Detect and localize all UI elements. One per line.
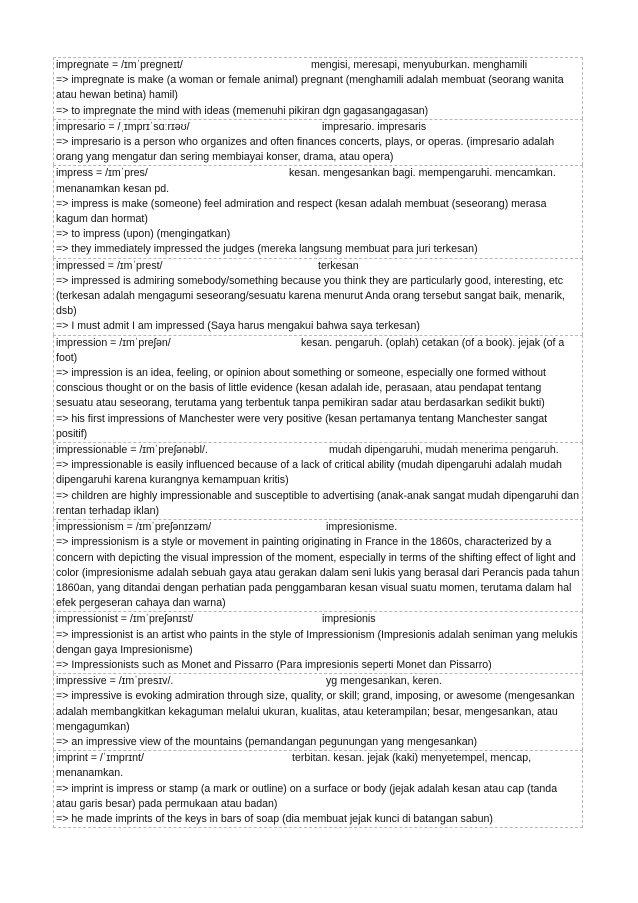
- entry-headword: impresario = /ˌɪmprɪˈsɑːrɪəʊ/: [56, 120, 190, 133]
- entry-headline: [56, 674, 580, 689]
- entry-definition-line: => impressionist is an artist who paints in the style of Impressionism (Impresionis adalah seniman yang melukis dengan gaya Impresionisme): [56, 628, 578, 656]
- entry-definition-line: => Impressionists such as Monet and Pissarro (Para impresionis seperti Monet dan Pissarro): [56, 658, 492, 671]
- entry-headline: [56, 336, 580, 366]
- dictionary-entry: [53, 165, 583, 257]
- entry-headline: [56, 58, 580, 73]
- entry-definition-line: => impressed is admiring somebody/something because you think they are particularly good, interesting, etc (terkesan adalah mengagumi seseorang/sesuatu karena menurut Anda orang tersebut sangat baik, menarik, dsb): [56, 274, 565, 318]
- entry-headword: impress = /ɪmˈpres/: [56, 167, 148, 180]
- entry-translation: impresionisme.: [326, 521, 398, 534]
- entry-definition-line: => impressive is evoking admiration through size, quality, or skill; grand, imposing, or awesome (mengesankan adalah membangkitkan kekaguman melalui ukuran, kualitas, atau keterampilan; besar, mengesankan, atau mengagumkan): [56, 690, 575, 733]
- entry-definition-line: => imprint is impress or stamp (a mark or outline) on a surface or body (jejak adalah kesan atau cap (tanda atau garis besar) pada permukaan atau badan): [56, 782, 558, 810]
- entry-translation: yg mengesankan, keren.: [326, 675, 443, 688]
- dictionary-entry: [53, 57, 583, 119]
- entry-headline: [56, 120, 580, 135]
- entry-list: [53, 57, 583, 828]
- entry-definition-line: => impregnate is make (a woman or female animal) pregnant (menghamili adalah membuat (seorang wanita atau hewan betina) hamil): [56, 74, 564, 102]
- entry-headline: [56, 520, 580, 535]
- dictionary-entry: [53, 673, 583, 750]
- entry-definition-line: => to impregnate the mind with ideas (memenuhi pikiran dgn gagasangagasan): [56, 104, 429, 117]
- entry-definition-line: => I must admit I am impressed (Saya harus mengakui bahwa saya terkesan): [56, 320, 420, 333]
- entry-headword: impressionable = /ɪmˈpreʃənəbl/.: [56, 444, 208, 457]
- entry-definition-line: => impress is make (someone) feel admiration and respect (kesan adalah membuat (seseorang) merasa kagum dan hormat): [56, 197, 547, 226]
- entry-definition-line: => they immediately impressed the judges (mereka langsung membuat para juri terkesan): [56, 243, 478, 256]
- dictionary-entry: [53, 519, 583, 611]
- dictionary-entry: [53, 258, 583, 335]
- entry-translation: impresionis: [322, 613, 376, 626]
- dictionary-entry: [53, 442, 583, 519]
- entry-definition-line: => he made imprints of the keys in bars of soap (dia membuat jejak kunci di batangan sabun): [56, 812, 493, 825]
- entry-translation: impresario. impresaris: [322, 120, 427, 133]
- dictionary-entry: [53, 750, 583, 828]
- dictionary-entry: [53, 335, 583, 442]
- entry-definition-line: => impression is an idea, feeling, or opinion about something or someone, especially one formed without conscious thought or on the basis of little evidence (kesan adalah ide, perasaan, atau pendapat tentang sesuatu atau seseorang, terutama yang terbentuk tanpa pemikiran sadar atau berdasarkan sedikit bukti): [56, 367, 546, 410]
- entry-definition-line: => to impress (upon) (mengingatkan): [56, 228, 231, 241]
- entry-headword: impressionism = /ɪmˈpreʃənɪzəm/: [56, 521, 212, 534]
- entry-definition-line: => children are highly impressionable and susceptible to advertising (anak-anak sangat mudah dipengaruhi dan rentan terhadap iklan): [56, 489, 579, 517]
- entry-headword: impression = /ɪmˈpreʃən/: [56, 336, 171, 349]
- entry-definition-line: => impressionable is easily influenced because of a lack of critical ability (mudah dipengaruhi adalah mudah dipengaruhi karena kurangnya kemampuan kritis): [56, 459, 562, 487]
- entry-headline: [56, 259, 580, 274]
- entry-translation: terkesan: [318, 259, 359, 272]
- dictionary-page: [53, 57, 583, 828]
- entry-headline: [56, 166, 580, 196]
- entry-definition-line: => an impressive view of the mountains (pemandangan pegunungan yang mengesankan): [56, 735, 478, 748]
- entry-translation: terbitan. kesan. jejak (kaki) menyetempel, mencap, menanamkan.: [56, 752, 532, 780]
- entry-translation: kesan. mengesankan bagi. mempengaruhi. mencamkan. menanamkan kesan pd.: [56, 167, 556, 195]
- entry-headword: imprint = /ˈɪmprɪnt/: [56, 752, 144, 765]
- entry-definition-line: => impresario is a person who organizes and often finances concerts, plays, or operas. (impresario adalah orang yang mengatur dan sering membiayai konser, drama, atau opera): [56, 136, 555, 164]
- entry-headword: impressed = /ɪmˈprest/: [56, 259, 163, 272]
- entry-headline: [56, 443, 580, 458]
- entry-translation: mudah dipengaruhi, mudah menerima pengaruh.: [329, 444, 559, 457]
- entry-definition-line: => his first impressions of Manchester were very positive (kesan pertamanya tentang Manchester sangat positif): [56, 412, 548, 440]
- entry-headline: [56, 612, 580, 627]
- entry-headword: impressive = /ɪmˈpresɪv/.: [56, 675, 174, 688]
- entry-headline: [56, 751, 580, 781]
- dictionary-entry: [53, 611, 583, 673]
- entry-definition-line: => impressionism is a style or movement in painting originating in France in the 1860s, characterized by a concern with depicting the visual impression of the moment, especially in terms of the shifting effect of light and color (impresionisme adalah sebuah gaya atau gerakan dalam seni lukis yang berasal dari Perancis pada tahun 1860an, yang ditandai dengan perhatian pada penggambaran kesan visual suatu momen, terutama dalam hal efek pergeseran cahaya dan warna): [56, 536, 580, 610]
- entry-translation: kesan. pengaruh. (oplah) cetakan (of a book). jejak (of a foot): [56, 336, 565, 364]
- entry-headword: impressionist = /ɪmˈpreʃənɪst/: [56, 613, 194, 626]
- dictionary-entry: [53, 119, 583, 166]
- entry-headword: impregnate = /ɪmˈpreɡneɪt/: [56, 59, 183, 71]
- entry-translation: mengisi, meresapi, menyuburkan. menghamili: [311, 59, 528, 71]
